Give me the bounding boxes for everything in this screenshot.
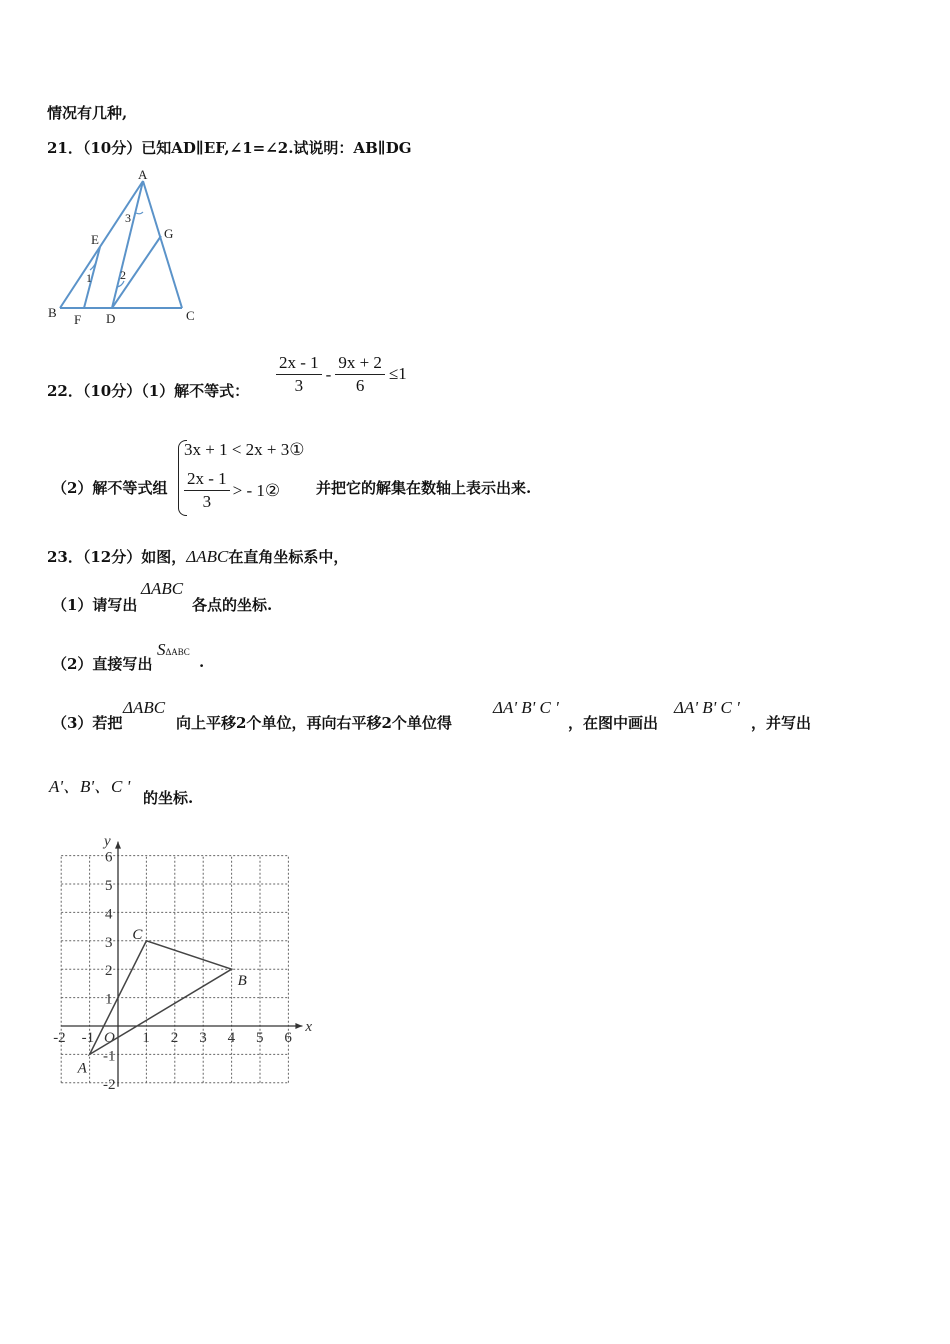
system-line-2 [184, 468, 280, 513]
segment-AB [60, 181, 143, 308]
q23-p1-label: （1）请写出 [52, 596, 138, 614]
x-axis-arrow [295, 1023, 302, 1029]
x-axis-label: x [305, 1019, 313, 1035]
x-tick-label: 2 [170, 1030, 179, 1046]
system-num: 2x - 1 [184, 468, 230, 491]
y-tick-label: 3 [105, 934, 113, 951]
q23-p2-label: （2）直接写出 [52, 655, 153, 673]
system-den: 3 [202, 492, 212, 511]
ineq1-rhs: ≤1 [388, 364, 407, 383]
q23-p1-tail: 各点的坐标. [192, 596, 273, 614]
label-A: A [138, 167, 148, 182]
ineq1-num2: 9x + 2 [335, 352, 385, 375]
point-label-B: B [237, 973, 247, 990]
y-axis-label: y [104, 833, 111, 850]
x-tick-label: 1 [142, 1030, 150, 1046]
label-E: E [91, 232, 99, 247]
y-tick-label: 6 [105, 849, 113, 866]
label-angle-1: 1 [86, 271, 92, 285]
q22-part2-label: （2）解不等式组 [52, 479, 168, 497]
point-label-A: A [77, 1060, 87, 1077]
system-rhs: > - 1② [232, 480, 281, 500]
ineq1-minus: - [325, 364, 332, 384]
label-F: F [74, 312, 82, 327]
label-angle-2: 2 [120, 268, 126, 282]
label-angle-3: 3 [125, 211, 131, 225]
y-tick-label: -2 [103, 1076, 116, 1093]
q23-p3-math: ΔABC [123, 698, 166, 717]
q22-part1-label: 22．（10分）（1）解不等式： [47, 382, 250, 400]
x-tick-label: -1 [81, 1030, 95, 1046]
x-tick-label: -2 [53, 1030, 66, 1046]
q22-inequality-1 [276, 352, 407, 397]
q23-p3-mid: 向上平移2个单位，再向右平移2个单位得 [176, 714, 452, 732]
x-tick-label: 6 [284, 1030, 292, 1046]
ineq1-den2: 6 [355, 376, 365, 395]
segment-AC [143, 181, 182, 308]
point-label-C: C [132, 926, 143, 943]
q23-p3-label: （3）若把 [52, 714, 123, 732]
x-tick-label: 5 [256, 1030, 264, 1046]
label-C: C [186, 308, 195, 323]
q23-p2-math: SΔABC [157, 640, 190, 659]
q23-p1-math: ΔABC [141, 579, 184, 598]
q23-p3-math2: ΔA' B' C ' [493, 698, 559, 717]
y-axis-arrow [115, 842, 121, 849]
y-tick-label: -1 [103, 1048, 116, 1065]
label-D: D [106, 311, 116, 326]
q22-part2-tail: 并把它的解集在数轴上表示出来. [316, 479, 532, 497]
q23-p3-line2-math: A'、B'、C ' [49, 777, 131, 796]
q23-p3-tail: ，并写出 [751, 714, 812, 732]
y-tick-label: 4 [105, 906, 113, 923]
segment-AD [112, 181, 143, 308]
ineq1-den1: 3 [294, 376, 304, 395]
ineq1-num1: 2x - 1 [276, 352, 322, 375]
origin-label: O [104, 1030, 115, 1046]
y-tick-label: 2 [105, 963, 113, 980]
x-tick-label: 4 [227, 1030, 236, 1046]
label-B: B [48, 305, 57, 320]
q21-text: 21．（10分）已知AD∥EF,∠1=∠2.试说明：AB∥DG [47, 139, 412, 157]
q23-coordinate-grid [40, 822, 330, 1097]
q23-p3-line2-tail: 的坐标. [143, 789, 194, 807]
q23-head: 23．（12分）如图， ΔABC 在直角坐标系中， [47, 546, 349, 566]
label-G: G [164, 226, 174, 241]
y-tick-label: 5 [105, 878, 113, 894]
q23-p3-math3: ΔA' B' C ' [674, 698, 740, 717]
q21-triangle-figure [40, 165, 220, 330]
y-tick-label: 1 [105, 991, 113, 1008]
x-tick-label: 3 [199, 1030, 207, 1046]
angle-3-arc [136, 212, 143, 214]
intro-line: 情况有几种, [47, 104, 128, 122]
system-line-1: 3x + 1 < 2x + 3① [184, 440, 305, 459]
q23-p2-tail: . [199, 653, 205, 671]
q23-p3-mid2: ，在图中画出 [568, 714, 659, 732]
